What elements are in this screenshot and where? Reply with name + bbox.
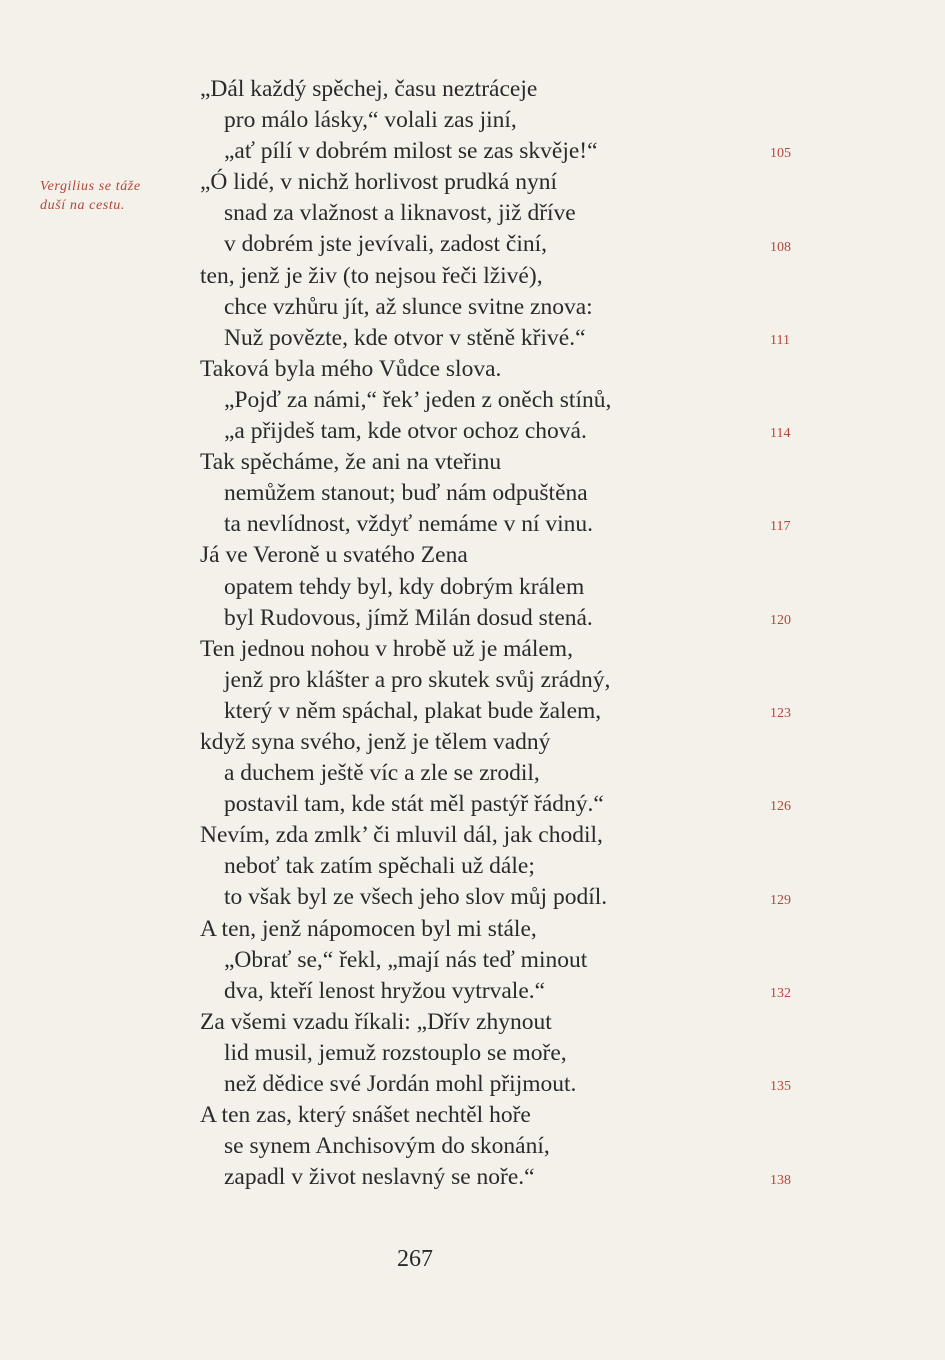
verse-line: neboť tak zatím spěchali už dále;	[224, 853, 535, 880]
verse-line: postavil tam, kde stát měl pastýř řádný.“	[224, 791, 604, 818]
verse-line: „Dál každý spěchej, času neztráceje	[200, 76, 538, 102]
verse-line: opatem tehdy byl, kdy dobrým králem	[224, 573, 585, 600]
line-number: 120	[770, 612, 791, 628]
verse-line: „Pojď za námi,“ řek’ jeden z oněch stínů,	[224, 386, 612, 413]
line-number: 132	[770, 985, 791, 1001]
verse-line: v dobrém jste jevívali, zadost činí,	[224, 231, 548, 258]
verse-line: Taková byla mého Vůdce slova.	[200, 355, 502, 382]
verse-line: A ten zas, který snášet nechtěl hoře	[200, 1102, 531, 1129]
verse-line: nemůžem stanout; buď nám odpuštěna	[224, 480, 588, 507]
line-number: 123	[770, 706, 791, 721]
margin-note-line: duší na cestu.	[40, 198, 126, 213]
verse-line: jenž pro klášter a pro skutek svůj zrádný,	[224, 666, 611, 693]
verse-line: Tak spěcháme, že ani na vteřinu	[200, 449, 502, 476]
verse-line: „a přijdeš tam, kde otvor ochoz chová.	[224, 418, 587, 445]
line-number: 135	[770, 1079, 791, 1095]
verse-line: když syna svého, jenž je tělem vadný	[200, 728, 551, 755]
line-number: 117	[770, 519, 791, 535]
page-number: 267	[397, 1246, 433, 1272]
verse-line: se synem Anchisovým do skonání,	[224, 1133, 550, 1160]
verse-line: chce vzhůru jít, až slunce svitne znova:	[224, 293, 593, 320]
line-number: 129	[770, 892, 791, 908]
verse-line: ta nevlídnost, vždyť nemáme v ní vinu.	[224, 511, 594, 538]
margin-note-line: Vergilius se táže	[40, 179, 141, 194]
verse-line: byl Rudovous, jímž Milán dosud stená.	[224, 604, 593, 631]
verse-line: Nuž povězte, kde otvor v stěně křivé.“	[224, 324, 586, 351]
verse-line: „Ó lidé, v nichž horlivost prudká nyní	[200, 169, 557, 196]
line-number: 114	[770, 426, 791, 442]
line-number: 105	[770, 146, 791, 162]
verse-line: to však byl ze všech jeho slov můj podíl.	[224, 884, 608, 911]
verse-line: Nevím, zda zmlk’ či mluvil dál, jak chodil,	[200, 822, 603, 849]
verse-line: a duchem ještě víc a zle se zrodil,	[224, 760, 540, 787]
verse-line: Za všemi vzadu říkali: „Dřív zhynout	[200, 1008, 552, 1035]
verse-line: „Obrať se,“ řekl, „mají nás teď minout	[224, 946, 588, 973]
verse-line: A ten, jenž nápomocen byl mi stále,	[200, 915, 537, 942]
verse-line: dva, kteří lenost hryžou vytrvale.“	[224, 977, 546, 1004]
verse-line: Já ve Veroně u svatého Zena	[200, 542, 468, 569]
verse-column	[200, 74, 760, 1193]
line-number: 111	[770, 332, 790, 348]
verse-line: lid musil, jemuž rozstouplo se moře,	[224, 1039, 567, 1066]
line-number: 138	[770, 1172, 791, 1188]
verse-line: který v něm spáchal, plakat bude žalem,	[224, 697, 602, 724]
margin-note	[40, 177, 190, 215]
line-number: 108	[770, 239, 791, 255]
line-number: 126	[770, 799, 791, 815]
verse-line: Ten jednou nohou v hrobě už je málem,	[200, 635, 573, 662]
verse-line: „ať pílí v dobrém milost se zas skvěje!“	[224, 138, 598, 165]
verse-line: než dědice své Jordán mohl přijmout.	[224, 1071, 577, 1097]
verse-line: ten, jenž je živ (to nejsou řeči lživé),	[200, 262, 543, 289]
verse-line: snad za vlažnost a liknavost, již dříve	[224, 200, 576, 227]
verse-line: pro málo lásky,“ volali zas jiní,	[224, 107, 517, 134]
verse-line: zapadl v život neslavný se noře.“	[224, 1164, 535, 1191]
